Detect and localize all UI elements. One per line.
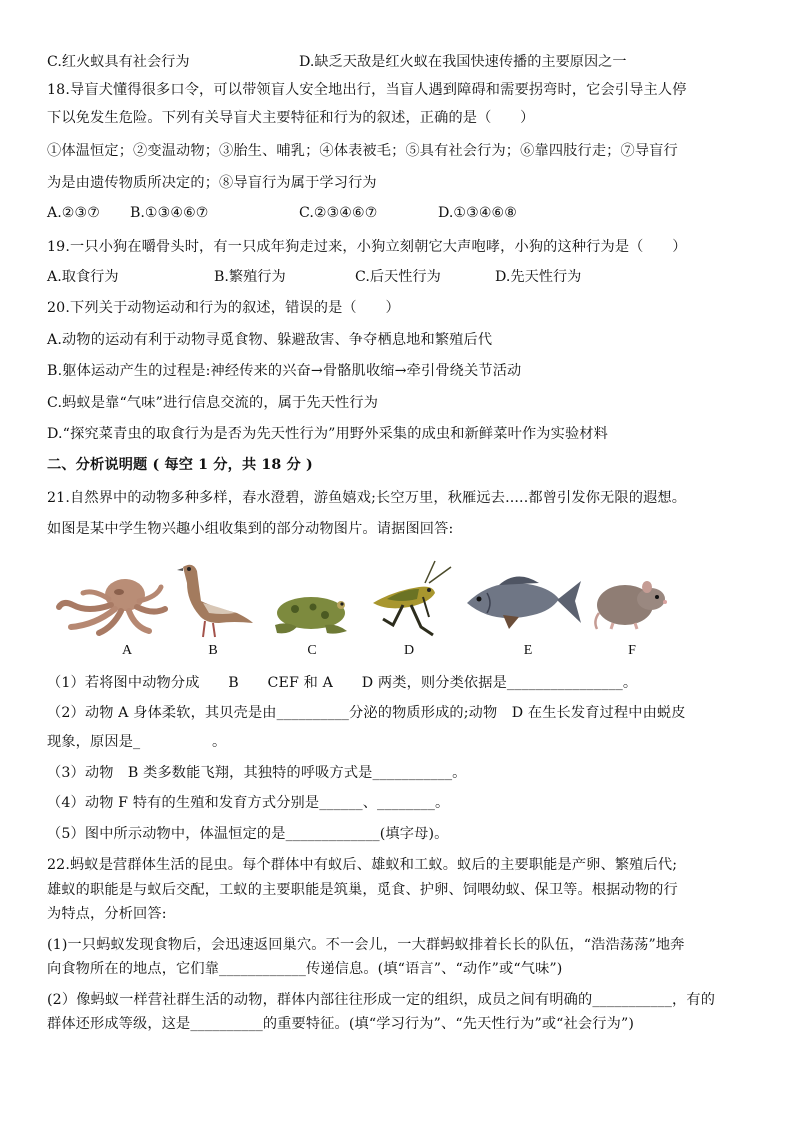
q21-sub4: （4）动物 F 特有的生殖和发育方式分别是______、________。 xyxy=(47,795,450,811)
q18-stem-line1: 18.导盲犬懂得很多口令，可以带领盲人安全地出行，当盲人遇到障碍和需要拐弯时，它会引导主人停 xyxy=(47,82,687,98)
frog-image xyxy=(267,591,351,637)
q18-items-line1: ①体温恒定；②变温动物；③胎生、哺乳；④体表被毛；⑤具有社会行为；⑥靠四肢行走；⑦导盲行 xyxy=(47,143,678,159)
q21-stem-line1: 21.自然界中的动物多种多样，春水澄碧，游鱼嬉戏;长空万里，秋雁远去.....都曾引发你无限的遐想。 xyxy=(47,490,687,506)
q20-option-b: B.躯体运动产生的过程是:神经传来的兴奋→骨骼肌收缩→牵引骨绕关节活动 xyxy=(47,363,522,379)
figure-label-a: A xyxy=(121,643,133,658)
figure-label-f: F xyxy=(628,643,636,658)
q18-option-a: A.②③⑦ xyxy=(47,205,100,221)
figure-label-e: E xyxy=(523,643,533,658)
q22-sub1-line1: (1)一只蚂蚁发现食物后，会迅速返回巢穴。不一会儿，一大群蚂蚁排着长长的队伍，“浩浩荡荡”地奔 xyxy=(47,937,685,953)
q20-option-d: D.“探究菜青虫的取食行为是否为先天性行为”用野外采集的成虫和新鲜菜叶作为实验材料 xyxy=(47,426,608,442)
q22-sub2-line2: 群体还形成等级，这是__________的重要特征。(填“学习行为”、“先天性行为”或“社会行为”) xyxy=(47,1016,635,1032)
q20-option-a: A.动物的运动有利于动物寻觅食物、躲避敌害、争夺栖息地和繁殖后代 xyxy=(47,332,493,348)
q21-sub1: （1）若将图中动物分成 B CEF 和 A D 两类，则分类依据是________________。 xyxy=(47,675,638,691)
q19-option-d: D.先天性行为 xyxy=(495,269,582,285)
q18-option-c: C.②③④⑥⑦ xyxy=(299,205,378,221)
q18-option-d: D.①③④⑥⑧ xyxy=(438,205,517,221)
q22-sub2-line1: (2）像蚂蚁一样营社群生活的动物，群体内部往往形成一定的组织，成员之间有明确的___________，有的 xyxy=(47,992,716,1008)
mouse-image xyxy=(591,569,671,635)
figure-label-b: B xyxy=(208,643,218,658)
q17-option-c: C.红火蚁具有社会行为 xyxy=(47,54,190,70)
q18-option-b: B.①③④⑥⑦ xyxy=(130,205,209,221)
q18-items-line2: 为是由遗传物质所决定的；⑧导盲行为属于学习行为 xyxy=(47,175,377,191)
q20-option-c: C.蚂蚁是靠“气味”进行信息交流的，属于先天性行为 xyxy=(47,395,379,411)
q22-stem-line1: 22.蚂蚁是营群体生活的昆虫。每个群体中有蚁后、雄蚁和工蚁。蚁后的主要职能是产卵、繁殖后代; xyxy=(47,857,678,873)
q22-sub1-line2: 向食物所在的地点，它们靠____________传递信息。(填“语言”、“动作”或“气味”) xyxy=(47,961,563,977)
q18-stem-line2: 下以免发生危险。下列有关导盲犬主要特征和行为的叙述，正确的是（ ） xyxy=(47,110,535,126)
animal-figure xyxy=(45,553,705,663)
pigeon-image xyxy=(173,557,255,641)
section-heading: 二、分析说明题 ( 每空 1 分，共 18 分 ) xyxy=(47,457,313,473)
figure-label-d: D xyxy=(403,643,415,658)
q22-stem-line2: 雄蚁的职能是与蚁后交配，工蚁的主要职能是筑巢，觅食、护卵、饲喂幼蚁、保卫等。根据动物的行 xyxy=(47,882,678,898)
octopus-image xyxy=(53,575,168,637)
q21-stem-line2: 如图是某中学生物兴趣小组收集到的部分动物图片。请据图回答: xyxy=(47,521,454,537)
q19-option-c: C.后天性行为 xyxy=(355,269,441,285)
q21-sub2-line1: （2）动物 A 身体柔软，其贝壳是由__________分泌的物质形成的;动物 D 在生长发育过程中由蜕皮 xyxy=(47,705,686,721)
figure-label-c: C xyxy=(307,643,317,658)
q19-option-b: B.繁殖行为 xyxy=(214,269,286,285)
q19-option-a: A.取食行为 xyxy=(47,269,119,285)
grasshopper-image xyxy=(363,559,455,641)
q17-option-d: D.缺乏天敌是红火蚁在我国快速传播的主要原因之一 xyxy=(299,54,627,70)
q21-sub2-line2: 现象，原因是_ 。 xyxy=(47,734,227,750)
q20-stem: 20.下列关于动物运动和行为的叙述，错误的是（ ） xyxy=(47,300,400,316)
q22-stem-line3: 为特点，分析回答: xyxy=(47,906,167,922)
q21-sub3: （3）动物 B 类多数能飞翔，其独特的呼吸方式是___________。 xyxy=(47,765,467,781)
q21-sub5: （5）图中所示动物中，体温恒定的是_____________(填字母)。 xyxy=(47,826,449,842)
fish-image xyxy=(463,567,583,637)
q19-stem: 19.一只小狗在嚼骨头时，有一只成年狗走过来，小狗立刻朝它大声咆哮，小狗的这种行为是（ ） xyxy=(47,239,687,255)
